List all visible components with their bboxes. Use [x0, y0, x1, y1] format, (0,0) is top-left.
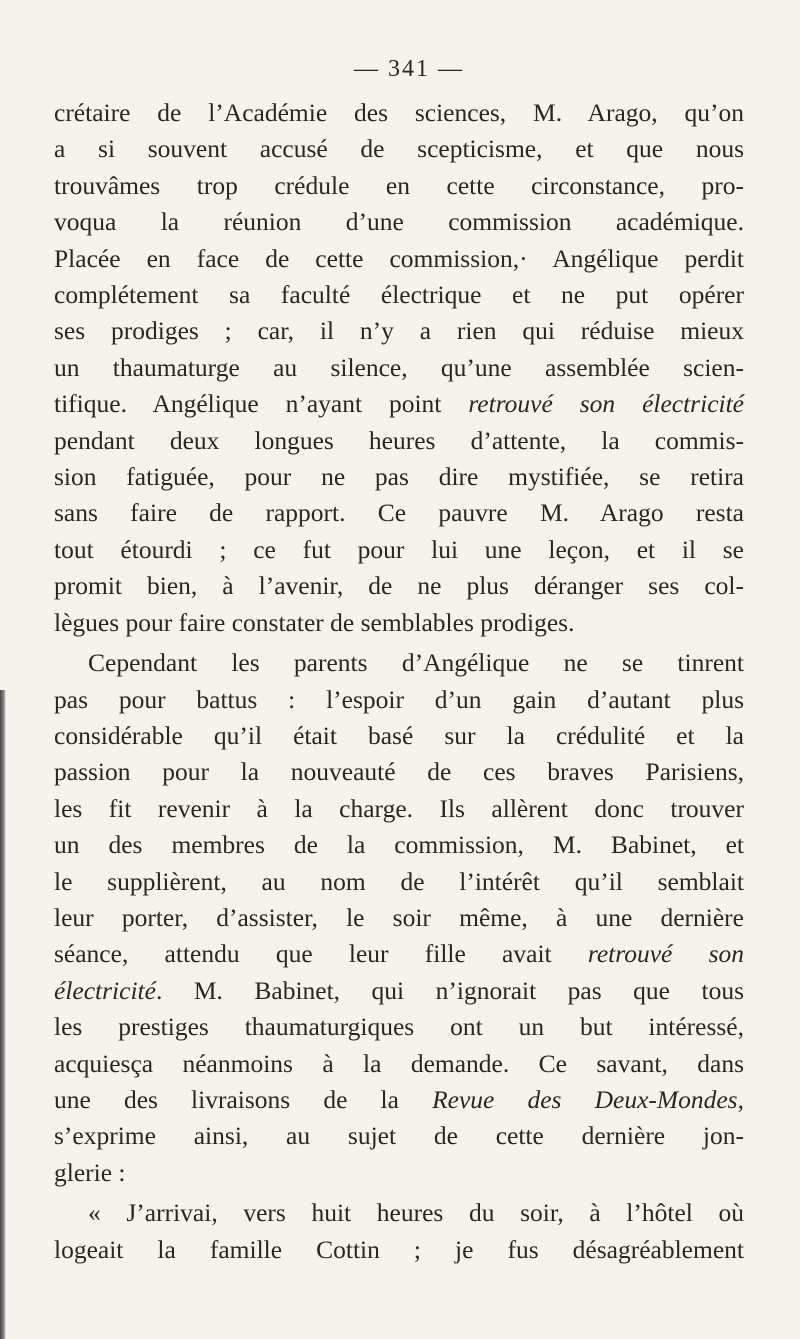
- text-line: passion pour la nouveauté de ces braves Parisiens,: [54, 757, 744, 787]
- text-line: le supplièrent, au nom de l’intérêt qu’il semblait: [54, 866, 744, 896]
- text-line: Cependant les parents d’Angélique ne se tinrent: [88, 648, 744, 678]
- text-line: complétement sa faculté électrique et ne put opérer: [54, 280, 744, 310]
- text-line: un thaumaturge au silence, qu’une assemblée scien-: [54, 352, 744, 382]
- text-line: glerie :: [54, 1157, 126, 1187]
- text-line: crétaire de l’Académie des sciences, M. Arago, qu’on: [54, 98, 744, 127]
- text-line: lègues pour faire constater de semblables prodiges.: [54, 607, 575, 637]
- italic-phrase: Revue des Deux-Mondes: [432, 1084, 738, 1114]
- text-run: séance, attendu que leur fille avait: [54, 939, 588, 969]
- book-page: [54, 56, 744, 1268]
- page-edge-shadow: [0, 690, 6, 1339]
- text-line: acquiesça néanmoins à la demande. Ce savant, dans: [54, 1048, 744, 1078]
- text-line: les fit revenir à la charge. Ils allèrent donc trouver: [54, 793, 744, 823]
- page-number: — 341 —: [354, 56, 464, 82]
- text-line: [54, 1082, 744, 1118]
- text-line: [54, 386, 744, 422]
- text-run: . M. Babinet, qui n’ignorait pas que tous: [155, 975, 744, 1005]
- text-line: les prestiges thaumaturgiques ont un but intéressé,: [54, 1012, 744, 1042]
- text-line: [54, 936, 744, 972]
- paragraph-3: [54, 1195, 744, 1268]
- text-line: logeait la famille Cottin ; je fus désagréablement: [54, 1234, 744, 1264]
- text-line: voqua la réunion d’une commission académique.: [54, 207, 744, 237]
- text-line: ses prodiges ; car, il n’y a rien qui réduise mieux: [54, 316, 744, 346]
- text-line: considérable qu’il était basé sur la crédulité et la: [54, 720, 744, 750]
- italic-phrase: électricité: [54, 975, 156, 1005]
- text-line: s’exprime ainsi, au sujet de cette dernière jon-: [54, 1121, 744, 1151]
- text-line: pas pour battus : l’espoir d’un gain d’autant plus: [54, 684, 744, 714]
- text-line: sans faire de rapport. Ce pauvre M. Arago resta: [54, 498, 744, 528]
- text-line: un des membres de la commission, M. Babinet, et: [54, 830, 744, 860]
- paragraph-2: [54, 645, 744, 1191]
- italic-phrase: retrouvé son électricité: [468, 389, 745, 419]
- text-line: sion fatiguée, pour ne pas dire mystifiée, se retira: [54, 462, 744, 492]
- text-line: « J’arrivai, vers huit heures du soir, à l’hôtel où: [88, 1198, 744, 1228]
- text-line: promit bien, à l’avenir, de ne plus déranger ses col-: [54, 571, 744, 601]
- italic-phrase: retrouvé son: [587, 939, 744, 969]
- text-line: pendant deux longues heures d’attente, la commis-: [54, 425, 744, 455]
- paragraph-1: [54, 95, 744, 641]
- text-line: [54, 973, 744, 1009]
- text-run: tifique. Angélique n’ayant point: [54, 389, 469, 419]
- text-run: ,: [737, 1084, 744, 1114]
- text-line: leur porter, d’assister, le soir même, à une dernière: [54, 902, 744, 932]
- text-line: tout étourdi ; ce fut pour lui une leçon, et il se: [54, 534, 744, 564]
- text-line: trouvâmes trop crédule en cette circonstance, pro-: [54, 170, 744, 200]
- text-line: a si souvent accusé de scepticisme, et que nous: [54, 134, 744, 164]
- text-run: une des livraisons de la: [54, 1084, 433, 1114]
- text-line: Placée en face de cette commission,· Angélique perdit: [54, 243, 744, 273]
